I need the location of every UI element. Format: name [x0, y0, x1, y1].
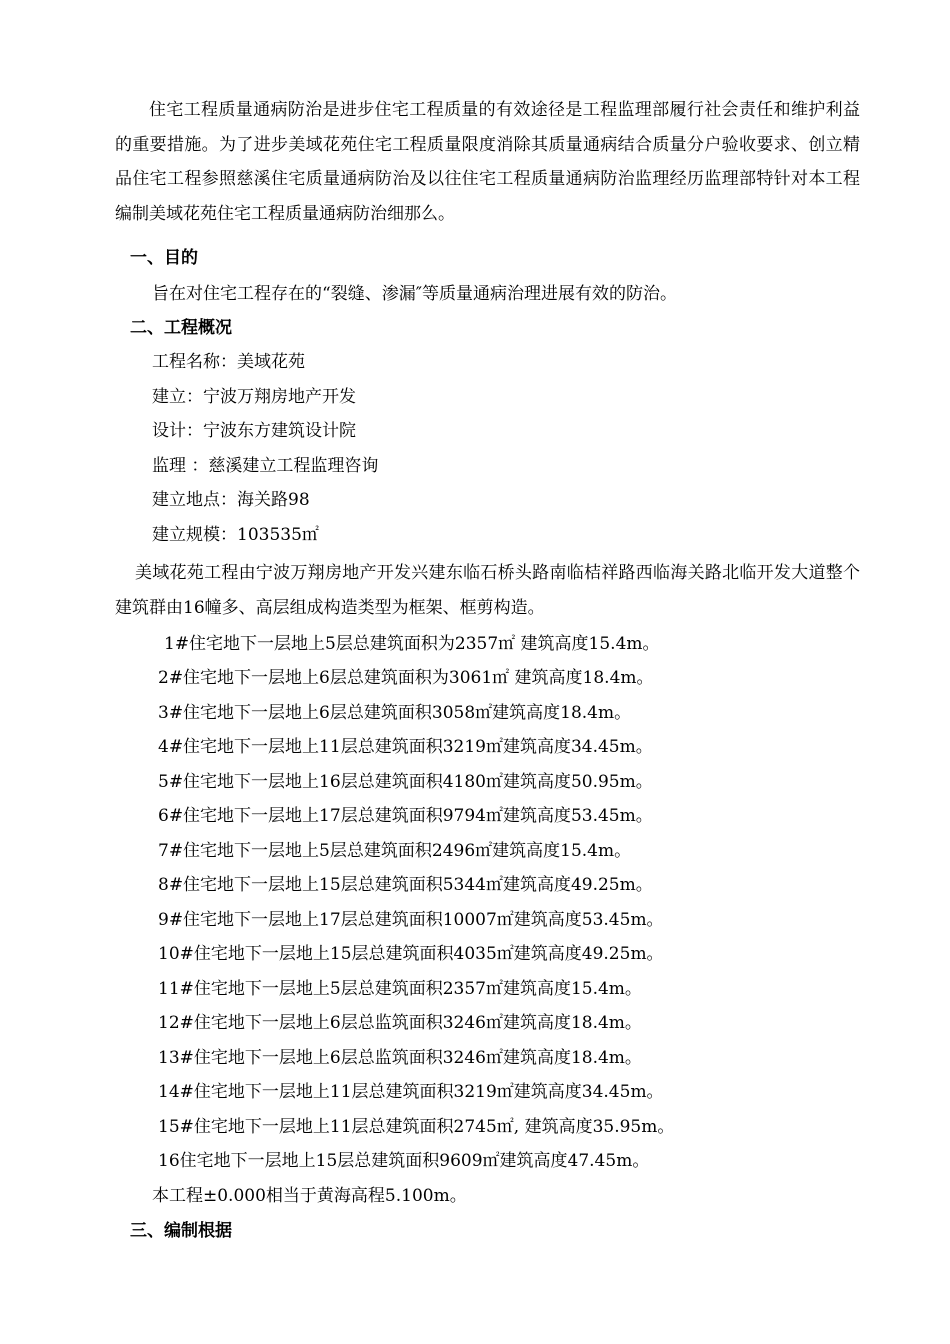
section-3-heading: 三、编制根据 [130, 1221, 232, 1241]
project-supervisor: 监理 ：慈溪建立工程监理咨询 [152, 456, 379, 476]
building-line: 15#住宅地下一层地上11层总建筑面积2745㎡, 建筑高度35.95m。 [158, 1117, 675, 1137]
project-designer: 设计：宁波东方建筑设计院 [152, 421, 356, 441]
building-line: 5#住宅地下一层地上16层总建筑面积4180㎡建筑高度50.95m。 [158, 772, 653, 792]
section-1-text: 旨在对住宅工程存在的“裂缝、渗漏″等质量通病治理进展有效的防治。 [152, 284, 678, 304]
building-line: 12#住宅地下一层地上6层总监筑面积3246㎡建筑高度18.4m。 [158, 1013, 642, 1033]
elevation-note: 本工程±0.000相当于黄海高程5.100m。 [152, 1186, 467, 1206]
overview-paragraph: 美域花苑工程由宁波万翔房地产开发兴建东临石桥头路南临桔祥路西临海关路北临开发大道整个建筑群由16幢多、高层组成构造类型为框架、框剪构造。 [115, 563, 860, 618]
project-location: 建立地点：海关路98 [152, 490, 310, 510]
building-line: 1#住宅地下一层地上5层总建筑面积为2357㎡ 建筑高度15.4m。 [164, 634, 660, 654]
building-line: 14#住宅地下一层地上11层总建筑面积3219㎡建筑高度34.45m。 [158, 1082, 664, 1102]
project-scale: 建立规模：103535㎡ [152, 525, 319, 545]
building-line: 8#住宅地下一层地上15层总建筑面积5344㎡建筑高度49.25m。 [158, 875, 653, 895]
building-line: 9#住宅地下一层地上17层总建筑面积10007㎡建筑高度53.45m。 [158, 910, 664, 930]
building-line: 11#住宅地下一层地上5层总建筑面积2357㎡建筑高度15.4m。 [158, 979, 642, 999]
building-line: 6#住宅地下一层地上17层总建筑面积9794㎡建筑高度53.45m。 [158, 806, 653, 826]
building-line: 2#住宅地下一层地上6层总建筑面积为3061㎡ 建筑高度18.4m。 [158, 668, 654, 688]
building-line: 13#住宅地下一层地上6层总监筑面积3246㎡建筑高度18.4m。 [158, 1048, 642, 1068]
building-line: 7#住宅地下一层地上5层总建筑面积2496㎡建筑高度15.4m。 [158, 841, 632, 861]
building-line: 4#住宅地下一层地上11层总建筑面积3219㎡建筑高度34.45m。 [158, 737, 653, 757]
building-line: 10#住宅地下一层地上15层总建筑面积4035㎡建筑高度49.25m。 [158, 944, 664, 964]
section-1-heading: 一、目的 [130, 248, 198, 268]
intro-paragraph: 住宅工程质量通病防治是进步住宅工程质量的有效途径是工程监理部履行社会责任和维护利益的重要措施。为了进步美域花苑住宅工程质量限度消除其质量通病结合质量分户验收要求、创立精品住宅工程参照慈溪住宅质量通病防治及以往住宅工程质量通病防治监理经历监理部特针对本工程编制美域花苑住宅工程质量通病防治细那么。 [115, 100, 860, 224]
project-name: 工程名称：美域花苑 [152, 352, 305, 372]
building-line: 3#住宅地下一层地上6层总建筑面积3058㎡建筑高度18.4m。 [158, 703, 632, 723]
building-line: 16住宅地下一层地上15层总建筑面积9609㎡建筑高度47.45m。 [158, 1151, 650, 1171]
section-2-heading: 二、工程概况 [130, 318, 232, 338]
project-developer: 建立：宁波万翔房地产开发 [152, 387, 356, 407]
